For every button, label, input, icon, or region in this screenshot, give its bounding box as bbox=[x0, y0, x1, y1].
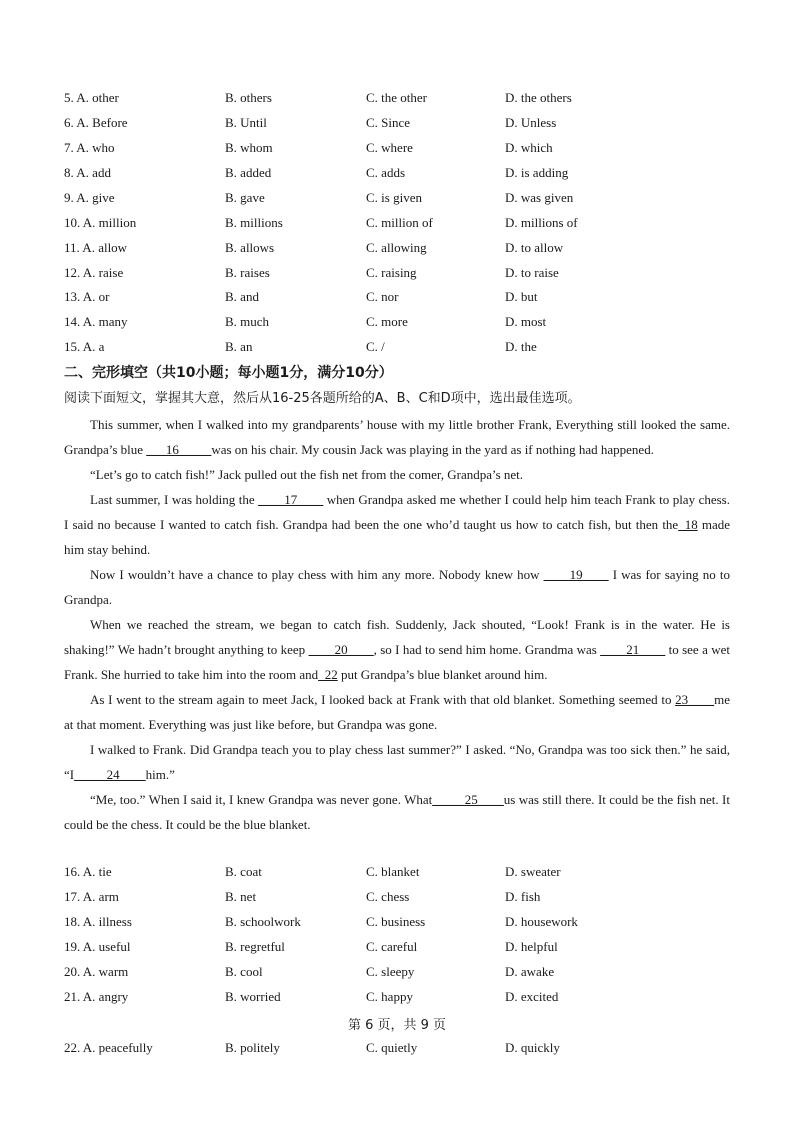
blank-17: ____17____ bbox=[258, 492, 324, 507]
option-a: 17. A. arm bbox=[64, 889, 119, 904]
passage-paragraph-5 bbox=[64, 612, 730, 687]
option-c: C. chess bbox=[366, 889, 410, 904]
option-d: D. is adding bbox=[505, 165, 569, 180]
option-a: 10. A. million bbox=[64, 215, 137, 230]
option-d: D. but bbox=[505, 289, 538, 304]
option-d: D. excited bbox=[505, 989, 559, 1004]
option-b: B. Until bbox=[225, 115, 267, 130]
option-a: 16. A. tie bbox=[64, 864, 112, 879]
option-c: C. blanket bbox=[366, 864, 420, 879]
option-c: C. the other bbox=[366, 90, 428, 105]
option-a: 11. A. allow bbox=[64, 240, 128, 255]
option-b: B. worried bbox=[225, 989, 281, 1004]
passage-paragraph-4 bbox=[64, 562, 730, 612]
passage-text: This summer, when I walked into my grandparents’ house with my little brother Frank, Everything still looked the same. Grandpa’s blue bbox=[64, 417, 730, 457]
option-b: B. an bbox=[225, 339, 253, 354]
section-instruction: 阅读下面短文，掌握其大意，然后从16-25各题所给的A、B、C和D项中，选出最佳选项。 bbox=[64, 391, 581, 406]
option-d: D. most bbox=[505, 314, 547, 329]
passage-text: when Grandpa asked me whether I could help him teach Frank to play chess. I said no because I wanted to catch fish. Grandpa had been the one who’d taught us how to catch fish, but then the bbox=[64, 492, 730, 532]
option-row-10 bbox=[64, 213, 744, 233]
option-d: D. quickly bbox=[505, 1040, 560, 1055]
option-row-19 bbox=[64, 937, 744, 957]
option-c: C. Since bbox=[366, 115, 411, 130]
option-d: D. sweater bbox=[505, 864, 561, 879]
blank-19: ____19____ bbox=[543, 567, 609, 582]
option-b: B. and bbox=[225, 289, 259, 304]
section-heading: 二、完形填空（共10小题；每小题1分，满分10分） bbox=[64, 365, 393, 381]
blank-21: ____21____ bbox=[600, 642, 666, 657]
option-b: B. raises bbox=[225, 265, 270, 280]
option-a: 5. A. other bbox=[64, 90, 119, 105]
passage-paragraph-8 bbox=[64, 787, 730, 837]
option-a: 19. A. useful bbox=[64, 939, 131, 954]
passage-text: him.” bbox=[145, 767, 175, 782]
option-b: B. added bbox=[225, 165, 272, 180]
option-row-9 bbox=[64, 188, 744, 208]
option-d: D. the bbox=[505, 339, 537, 354]
option-c: C. raising bbox=[366, 265, 417, 280]
option-row-14 bbox=[64, 312, 744, 332]
option-a: 22. A. peacefully bbox=[64, 1040, 153, 1055]
option-c: C. happy bbox=[366, 989, 413, 1004]
option-d: D. millions of bbox=[505, 215, 578, 230]
option-b: B. whom bbox=[225, 140, 273, 155]
option-b: B. gave bbox=[225, 190, 265, 205]
option-c: C. nor bbox=[366, 289, 399, 304]
option-a: 7. A. who bbox=[64, 140, 115, 155]
passage-text: I was for saying no to Grandpa. bbox=[64, 567, 730, 607]
option-d: D. helpful bbox=[505, 939, 558, 954]
option-d: D. Unless bbox=[505, 115, 557, 130]
option-row-20 bbox=[64, 962, 744, 982]
passage-text: When we reached the stream, we began to catch fish. Suddenly, Jack shouted, “Look! Frank is in the water. He is shaking!” We hadn’t brought anything to keep bbox=[64, 617, 730, 657]
option-d: D. to raise bbox=[505, 265, 559, 280]
option-a: 9. A. give bbox=[64, 190, 115, 205]
blank-16: ___16_____ bbox=[146, 442, 212, 457]
option-c: C. million of bbox=[366, 215, 433, 230]
option-d: D. the others bbox=[505, 90, 572, 105]
option-a: 21. A. angry bbox=[64, 989, 129, 1004]
option-b: B. millions bbox=[225, 215, 283, 230]
option-row-13 bbox=[64, 287, 744, 307]
passage-paragraph-7 bbox=[64, 737, 730, 787]
option-c: C. where bbox=[366, 140, 413, 155]
option-c: C. / bbox=[366, 339, 385, 354]
option-row-12 bbox=[64, 263, 744, 283]
passage-text: “Let’s go to catch fish!” Jack pulled out the fish net from the comer, Grandpa’s net. bbox=[90, 467, 524, 482]
option-row-7 bbox=[64, 138, 744, 158]
cloze-passage bbox=[64, 412, 730, 837]
passage-text: I walked to Frank. Did Grandpa teach you to play chess last summer?” I asked. “No, Grandpa was too sick then.” he said, “I bbox=[64, 742, 730, 782]
option-b: B. net bbox=[225, 889, 257, 904]
passage-text: was on his chair. My cousin Jack was playing in the yard as if nothing had happened. bbox=[211, 442, 654, 457]
option-a: 18. A. illness bbox=[64, 914, 132, 929]
option-a: 6. A. Before bbox=[64, 115, 128, 130]
option-a: 14. A. many bbox=[64, 314, 128, 329]
option-c: C. sleepy bbox=[366, 964, 415, 979]
passage-text: to see a wet Frank. She hurried to take him into the room and bbox=[64, 642, 730, 682]
passage-text: As I went to the stream again to meet Jack, I looked back at Frank with that old blanket. Something seemed to bbox=[90, 692, 676, 707]
option-c: C. quietly bbox=[366, 1040, 418, 1055]
blank-24: _____24____ bbox=[74, 767, 146, 782]
passage-text: me at that moment. Everything was just like before, but Grandpa was gone. bbox=[64, 692, 730, 732]
option-a: 8. A. add bbox=[64, 165, 111, 180]
option-b: B. allows bbox=[225, 240, 275, 255]
option-row-21 bbox=[64, 987, 744, 1007]
option-b: B. others bbox=[225, 90, 272, 105]
passage-paragraph-2 bbox=[64, 462, 730, 487]
option-c: C. is given bbox=[366, 190, 422, 205]
passage-text: Now I wouldn’t have a chance to play chess with him any more. Nobody knew how bbox=[90, 567, 544, 582]
option-b: B. schoolwork bbox=[225, 914, 301, 929]
blank-25: _____25____ bbox=[432, 792, 504, 807]
option-row-6 bbox=[64, 113, 744, 133]
option-row-16 bbox=[64, 862, 744, 882]
passage-text: put Grandpa’s blue blanket around him. bbox=[337, 667, 548, 682]
passage-paragraph-3 bbox=[64, 487, 730, 562]
option-d: D. was given bbox=[505, 190, 574, 205]
option-row-18 bbox=[64, 912, 744, 932]
option-a: 13. A. or bbox=[64, 289, 110, 304]
passage-text: “Me, too.” When I said it, I knew Grandpa was never gone. What bbox=[90, 792, 433, 807]
blank-22: _22 bbox=[318, 667, 338, 682]
passage-text: us was still there. It could be the fish net. It could be the chess. It could be the blue blanket. bbox=[64, 792, 730, 832]
option-b: B. regretful bbox=[225, 939, 285, 954]
passage-text: Last summer, I was holding the bbox=[90, 492, 259, 507]
passage-paragraph-6 bbox=[64, 687, 730, 737]
option-d: D. awake bbox=[505, 964, 555, 979]
option-c: C. allowing bbox=[366, 240, 427, 255]
option-row-8 bbox=[64, 163, 744, 183]
option-b: B. politely bbox=[225, 1040, 280, 1055]
passage-paragraph-1 bbox=[64, 412, 730, 462]
option-c: C. more bbox=[366, 314, 408, 329]
option-a: 12. A. raise bbox=[64, 265, 124, 280]
blank-18: _18 bbox=[678, 517, 698, 532]
option-b: B. coat bbox=[225, 864, 262, 879]
option-row-11 bbox=[64, 238, 744, 258]
option-c: C. adds bbox=[366, 165, 405, 180]
option-row-15 bbox=[64, 337, 744, 357]
option-d: D. fish bbox=[505, 889, 541, 904]
option-b: B. cool bbox=[225, 964, 263, 979]
option-row-17 bbox=[64, 887, 744, 907]
option-c: C. careful bbox=[366, 939, 418, 954]
blank-23: 23____ bbox=[675, 692, 715, 707]
option-a: 15. A. a bbox=[64, 339, 105, 354]
option-d: D. to allow bbox=[505, 240, 564, 255]
option-d: D. which bbox=[505, 140, 553, 155]
option-d: D. housework bbox=[505, 914, 578, 929]
option-b: B. much bbox=[225, 314, 270, 329]
page-number-footer: 第 6 页，共 9 页 bbox=[347, 1018, 447, 1033]
blank-20: ____20____ bbox=[308, 642, 374, 657]
option-c: C. business bbox=[366, 914, 426, 929]
option-row-22 bbox=[64, 1038, 744, 1058]
passage-text: , so I had to send him home. Grandma was bbox=[373, 642, 601, 657]
passage-text: made him stay behind. bbox=[64, 517, 730, 557]
option-a: 20. A. warm bbox=[64, 964, 129, 979]
option-row-5 bbox=[64, 88, 744, 108]
